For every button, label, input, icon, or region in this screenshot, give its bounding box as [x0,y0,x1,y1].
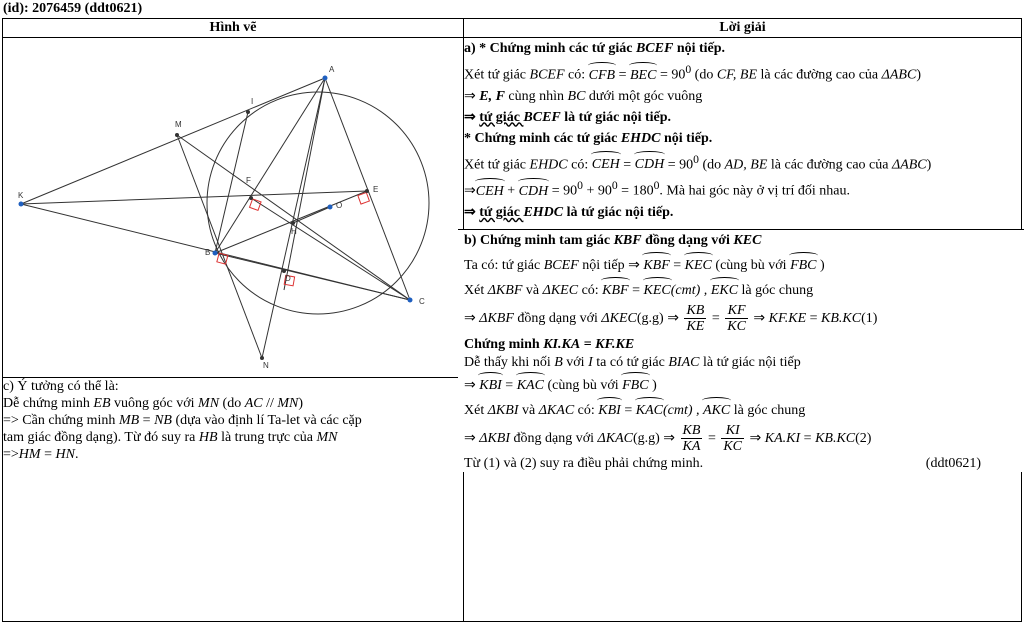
text: b) Chứng minh tam giác [464,233,614,248]
angle-KEC: KEC [644,277,671,302]
angle-AKC: AKC [703,397,730,422]
solution-column-header: Lời giải [464,19,1022,38]
part-a-line-2 [464,59,1021,86]
text: KF.KE [768,311,807,326]
text: = [806,311,822,326]
text: ⇒ [464,183,476,199]
text: (cmt) , [662,403,704,418]
part-b-line-6 [464,354,1021,372]
text: (cùng bù với [543,378,623,393]
text: = [800,431,816,446]
text: nội tiếp ⇒ [578,258,644,273]
angle-CEH: CEH [476,178,504,202]
fraction-KB-KE [684,303,706,334]
text: (g.g) ⇒ [632,431,679,446]
angle-EKC: EKC [711,277,738,302]
text: Dễ thấy khi nối [464,355,555,370]
solution-table [2,18,1022,622]
text: ⇒ [749,311,769,326]
text: KI.KA [543,337,581,352]
text: = 90 [664,157,694,173]
text: + 90 [582,183,612,199]
text: (1) [861,311,878,326]
text: dưới một góc vuông [585,88,703,104]
numerator: KB [682,423,701,439]
angle-KAC: KAC [636,397,663,422]
text: tứ giác [479,109,524,125]
angle-FBC: FBC [790,252,816,277]
degree: 0 [653,179,660,193]
part-a-title-quad: BCEF [635,41,674,56]
text: là tứ giác nội tiếp. [560,109,672,125]
part-a-line-3 [464,86,1021,107]
text: là tứ giác nội tiếp. [563,204,674,220]
numerator: KI [721,423,744,439]
text: // [262,396,278,411]
text: ΔKEC [601,311,637,326]
text: = [615,67,630,83]
point-label-N: N [263,361,269,370]
text: Xét [464,283,488,298]
fraction-KI-KC [721,423,744,454]
text: AD, BE [724,157,768,173]
text: * Chứng minh các tứ giác [464,130,621,146]
text: EHDC [529,157,568,173]
text: MN [277,396,299,411]
part-b-line-5 [464,336,1021,354]
part-b-line-2 [464,252,1021,277]
text: là góc chung [738,283,814,298]
text: ⇒ [464,378,480,393]
text: MB [118,413,140,428]
text: ΔABC [891,157,927,173]
source-tag: (ddt0621) [925,456,981,471]
text: KF.KE [595,337,635,352]
text: = [669,258,685,273]
text: ⇒ [746,431,765,446]
part-b-line-3 [464,277,1021,302]
numerator: KB [686,303,705,319]
text: ΔKBI [487,403,519,418]
angle-CDH: CDH [519,178,549,202]
text: (do [219,396,245,411]
denominator: KC [727,319,746,335]
text: là góc chung [730,403,806,418]
point-label-B: B [205,248,211,257]
text: => Cần chứng minh [3,413,119,428]
text: ) [648,378,657,393]
part-a-title-text: a) * Chứng minh các tứ giác [464,41,636,56]
idea-line-4 [3,429,463,446]
angle-KBI: KBI [598,397,621,422]
text: ΔABC [881,67,917,83]
angle-KBI: KBI [479,372,502,397]
text: tam giác đồng dạng). Từ đó suy ra [3,430,199,445]
text: BCEF [523,109,561,125]
text: = 90 [656,67,686,83]
text: AC [244,396,263,411]
text: = [501,378,517,393]
text: Chứng minh [464,337,544,352]
point-label-F: F [246,176,251,185]
idea-line-1: c) Ý tưởng có thể là: [3,379,119,394]
angle-CDH: CDH [635,151,665,175]
text: đồng dạng với [513,311,602,326]
text: KB.KC [821,311,862,326]
text: ⇒ [464,311,480,326]
part-b-line-8 [464,397,1021,422]
degree: 0 [577,179,583,193]
text: => [3,447,19,462]
part-b-line-4 [464,302,1021,336]
text: Ta có: tứ giác [464,258,544,273]
idea-line-3 [3,412,463,429]
point-label-K: K [18,191,24,200]
text: (dựa vào định lí Ta-let và các cặp [171,413,362,428]
degree: 0 [693,152,699,166]
text: = [580,337,596,352]
text: ⇒ [464,109,480,125]
text: là các đường cao của [767,157,892,173]
degree: 0 [685,63,692,76]
text: ) [298,396,304,411]
point-label-O: O [336,201,343,210]
part-b-cell [464,229,1022,473]
text: (do [691,67,717,83]
text: NB [154,413,172,428]
part-b-line-10 [464,456,1021,472]
part-a-line-4 [464,107,1021,128]
text: (g.g) ⇒ [636,311,683,326]
text: MN [316,430,338,445]
text: ΔKAC [597,431,633,446]
angle-KBF: KBF [643,252,669,277]
text: có: [564,67,589,83]
text: ΔKBF [487,283,523,298]
text: ) [916,67,921,83]
text: (do [698,157,725,173]
fraction-KF-KC [725,303,748,334]
circumcircle [207,92,429,314]
text: I [588,355,593,370]
point-label-E: E [373,185,379,194]
text: ) [816,258,825,273]
text: EHDC [523,204,564,220]
part-a-line-8 [464,202,1021,223]
point-label-M: M [175,120,182,129]
text: E, F [479,88,505,104]
text: BCEF [543,258,579,273]
point-label-C: C [419,297,425,306]
idea-line-5 [3,446,463,463]
denominator: KA [682,439,701,455]
part-a-title-end: nội tiếp. [673,41,726,56]
text: đồng dạng với [510,431,598,446]
text: HB [198,430,218,445]
angle-KEC: KEC [685,252,712,277]
angle-KBF: KBF [602,277,628,302]
text: (2) [855,431,872,446]
text: ⇒ [464,88,480,104]
text: ⇒ [464,204,480,220]
text: MN [198,396,220,411]
text: vuông góc với [110,396,199,411]
text: là các đường cao của [757,67,882,83]
text: KB.KC [815,431,856,446]
text: với [562,355,589,370]
text: BCEF [529,67,565,83]
point-label-A: A [329,65,335,74]
text: ⇒ [464,431,480,446]
point-label-H: H [291,227,297,236]
idea-cell [3,378,464,622]
text: = [619,157,635,173]
text: ta có tứ giác [592,355,669,370]
text: tứ giác [479,204,524,220]
problem-id: (id): 2076459 (ddt0621) [3,1,143,16]
text: ) [926,157,932,173]
text: = [628,283,644,298]
text: nội tiếp. [660,130,713,146]
part-b-title [464,230,1021,252]
text: = [139,413,155,428]
part-a-title [464,38,1021,59]
text: Xét tứ giác [464,67,530,83]
text: có: [567,157,592,173]
denominator: KC [723,439,743,455]
angle-CEH: CEH [592,151,620,175]
text: HN [55,447,75,462]
text: BIAC [668,355,700,370]
text: = [40,447,56,462]
text: là tứ giác nội tiếp [699,355,801,370]
text: = 90 [548,183,578,199]
text: (cùng bù với [711,258,791,273]
text: + [503,183,519,199]
text: ΔKBF [479,311,514,326]
figure-cell [3,38,464,378]
text: ΔKAC [538,403,575,418]
degree: 0 [611,179,618,193]
part-b-line-9 [464,422,1021,456]
text: đồng dạng với [641,233,734,248]
text: KA.KI [764,431,801,446]
text: có: [574,403,599,418]
text: ΔKEC [542,283,579,298]
text: Xét [464,403,488,418]
idea-line-2 [3,395,463,412]
geometry-figure [3,38,462,372]
text: và [522,283,543,298]
text: HM [18,447,41,462]
numerator: KF [725,303,748,319]
text: . Mà hai góc này ở vị trí đối nhau. [659,183,850,199]
text: có: [578,283,603,298]
text: và [518,403,539,418]
point-label-I: I [251,97,254,106]
text: Dễ chứng minh [3,396,94,411]
text: Xét tứ giác [464,157,530,173]
part-a-line-6 [464,149,1021,176]
part-a-line-5 [464,128,1021,149]
denominator: KE [686,319,705,335]
text: EB [93,396,111,411]
text: KEC [733,233,762,248]
fraction-KB-KA [681,423,703,454]
text: cùng nhìn [504,88,568,104]
text: = 180 [617,183,654,199]
text: B [554,355,563,370]
text: = [620,403,636,418]
text: EHDC [620,130,661,146]
text: ΔKBI [479,431,511,446]
text: = [704,431,720,446]
text: CF, BE [716,67,758,83]
angle-CFB: CFB [589,62,615,86]
part-a-line-7 [464,175,1021,202]
text: KBF [613,233,642,248]
angle-KAC: KAC [517,372,544,397]
text: BC [567,88,586,104]
angle-FBC: FBC [622,372,648,397]
angle-BEC: BEC [630,62,656,86]
conclusion-text: Từ (1) và (2) suy ra điều phải chứng minh. [464,456,704,471]
figure-column-header: Hình vẽ [3,19,464,38]
text: là trung trực của [217,430,317,445]
text: (cmt) , [670,283,711,298]
text: = [708,311,724,326]
part-b-line-7 [464,372,1021,397]
text: . [74,447,79,462]
point-label-D: D [285,274,291,283]
